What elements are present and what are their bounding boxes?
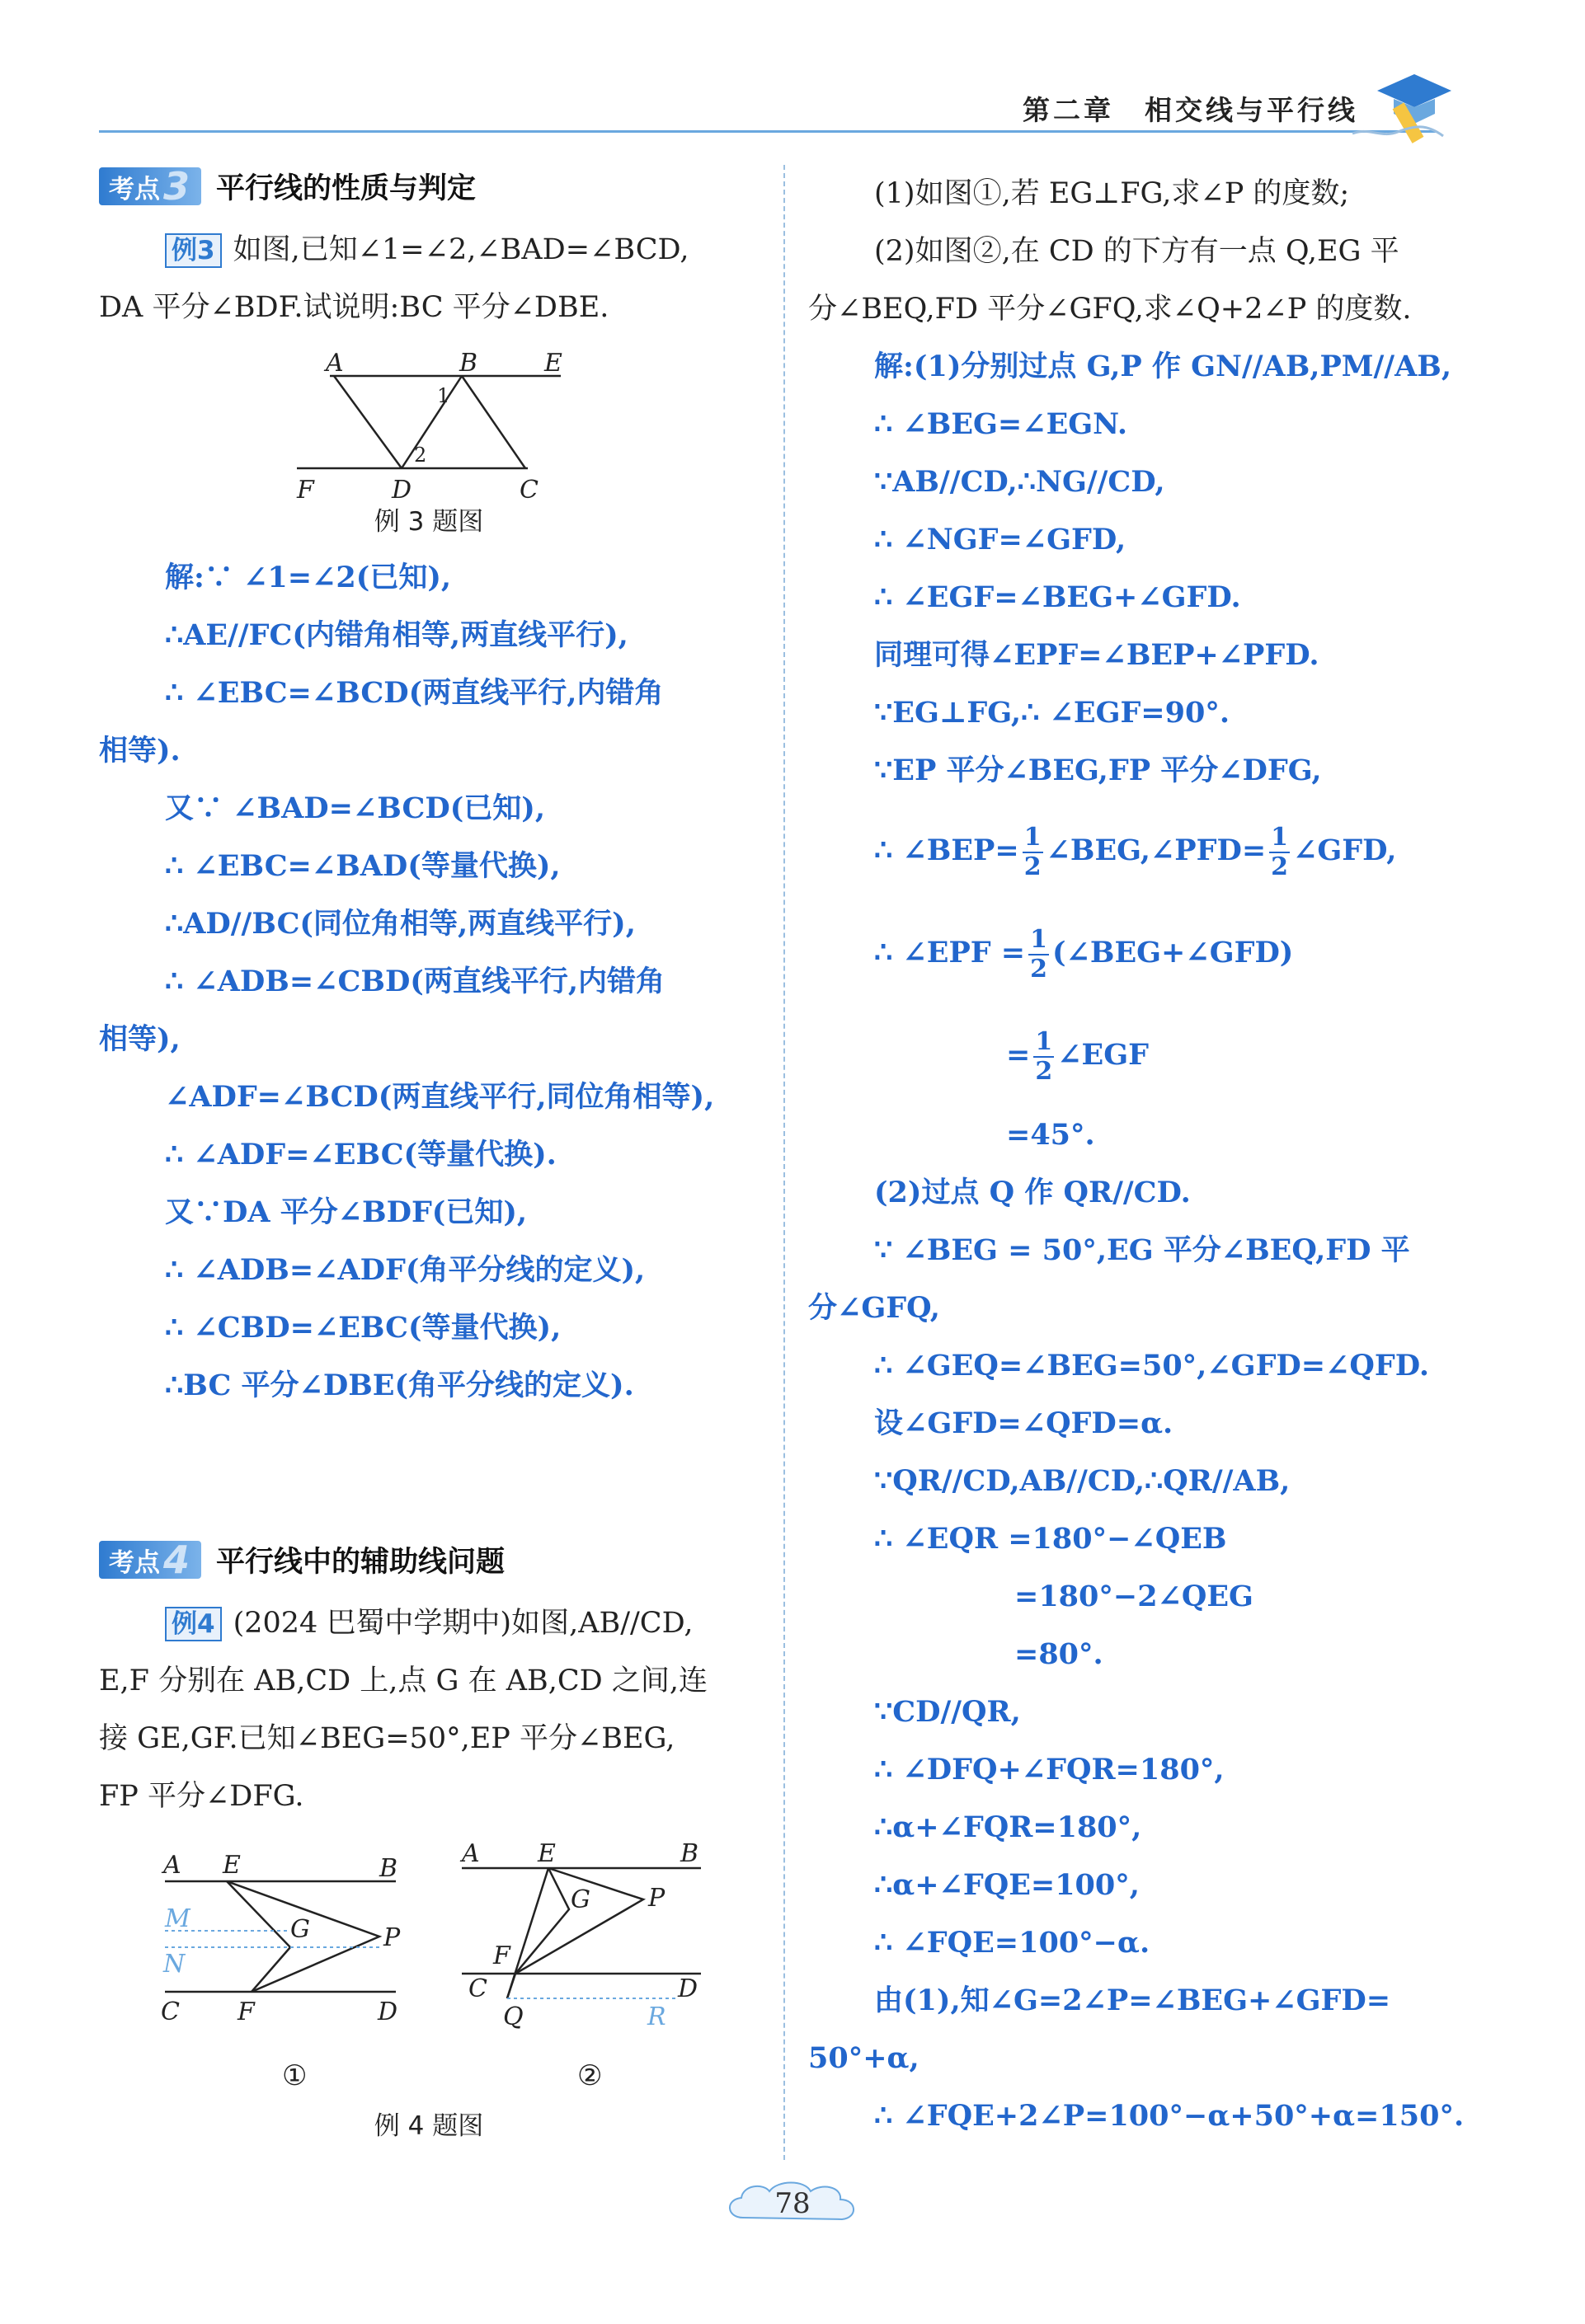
fig2-label-E: E bbox=[538, 1839, 556, 1868]
solution-line: ∵CD//QR, bbox=[874, 1695, 1021, 1729]
label-F: F bbox=[297, 476, 314, 501]
fig1-number: ① bbox=[282, 2059, 308, 2092]
solution-line: ∴ ∠FQE+2∠P=100°−α+50°+α=150°. bbox=[874, 2099, 1465, 2133]
example4-problem-cont: 接 GE,GF.已知∠BEG=50°,EP 平分∠BEG, bbox=[99, 1722, 675, 1755]
question-2-cont: 分∠BEQ,FD 平分∠GFQ,求∠Q+2∠P 的度数. bbox=[808, 293, 1412, 326]
solution-line: ∵ ∠BEG = 50°,EG 平分∠BEQ,FD 平 bbox=[874, 1233, 1410, 1267]
fig2-number: ② bbox=[577, 2059, 603, 2092]
label-E: E bbox=[544, 349, 562, 378]
solution-line: 50°+α, bbox=[808, 2041, 919, 2075]
fig2-label-R: R bbox=[647, 2002, 666, 2031]
solution-line: ∴AE//FC(内错角相等,两直线平行), bbox=[165, 618, 628, 652]
solution-line: 又∵DA 平分∠BDF(已知), bbox=[165, 1195, 528, 1229]
solution-line: 解:(1)分别过点 G,P 作 GN//AB,PM//AB, bbox=[874, 350, 1452, 383]
fraction-one-half: $\frac{1}{2}$ bbox=[1023, 822, 1042, 881]
solution-line: ∴ ∠FQE=100°−α. bbox=[874, 1926, 1150, 1960]
label-angle-2: 2 bbox=[414, 444, 427, 467]
fig1-label-C: C bbox=[161, 1998, 180, 2026]
solution-line: ∵QR//CD,AB//CD,∴QR//AB, bbox=[874, 1464, 1291, 1498]
solution-line: ∴BC 平分∠DBE(角平分线的定义). bbox=[165, 1369, 634, 1402]
fig1-label-P: P bbox=[383, 1923, 401, 1952]
example3-problem-cont: DA 平分∠BDF.试说明:BC 平分∠DBE. bbox=[99, 291, 609, 324]
example4-problem: 例4 (2024 巴蜀中学期中)如图,AB//CD, bbox=[99, 1594, 759, 1652]
solution-line: ∴ ∠BEG=∠EGN. bbox=[874, 407, 1128, 441]
example4-problem-cont: E,F 分别在 AB,CD 上,点 G 在 AB,CD 之间,连 bbox=[99, 1664, 708, 1697]
label-C: C bbox=[520, 476, 539, 501]
fig1-label-G: G bbox=[290, 1915, 310, 1944]
solution-line-45: =45°. bbox=[1006, 1118, 1095, 1152]
fraction-one-half: $\frac{1}{2}$ bbox=[1271, 822, 1289, 881]
fig2-label-P: P bbox=[648, 1884, 666, 1913]
fig1-label-N: N bbox=[163, 1950, 186, 1979]
kaodian-badge: 考点 4 bbox=[99, 1541, 201, 1579]
solution-line-epf: ∴ ∠EPF = $\frac{1}{2}$ (∠BEG+∠GFD) bbox=[874, 924, 1294, 984]
solution-line: ∴ ∠EQR =180°−∠QEB bbox=[874, 1522, 1227, 1556]
page-number-badge bbox=[718, 2176, 867, 2231]
fig1-label-F: F bbox=[238, 1998, 255, 2026]
fig2-label-Q: Q bbox=[503, 2002, 524, 2031]
example3-figure bbox=[99, 336, 759, 501]
example4-figure-caption: 例 4 题图 bbox=[374, 2111, 484, 2141]
question-2: (2)如图②,在 CD 的下方有一点 Q,EG 平 bbox=[874, 235, 1399, 268]
solution-line: 解:∵ ∠1=∠2(已知), bbox=[165, 561, 452, 594]
page-number: 78 bbox=[774, 2187, 811, 2220]
solution-line: ∴α+∠FQR=180°, bbox=[874, 1810, 1142, 1844]
section-header-kaodian3 bbox=[99, 165, 759, 208]
solution-line: ∴ ∠CBD=∠EBC(等量代换), bbox=[165, 1311, 562, 1345]
line-BC bbox=[462, 376, 525, 468]
fig2-label-C: C bbox=[468, 1974, 487, 2003]
fig1-label-E: E bbox=[223, 1851, 241, 1880]
solution-line: ∴ ∠EBC=∠BAD(等量代换), bbox=[165, 849, 561, 883]
section-header-kaodian4 bbox=[99, 1538, 759, 1581]
solution-line: =80°. bbox=[1014, 1637, 1103, 1671]
solution-line: 设∠GFD=∠QFD=α. bbox=[874, 1406, 1173, 1440]
section-title: 平行线的性质与判定 bbox=[216, 172, 477, 205]
fig1-label-M: M bbox=[165, 1904, 190, 1933]
example4-figures bbox=[99, 1833, 759, 2106]
kaodian-badge: 考点 3 bbox=[99, 167, 201, 205]
solution-line: ∴ ∠EGF=∠BEG+∠GFD. bbox=[874, 580, 1241, 614]
line-BD bbox=[402, 376, 462, 468]
solution-line: ∴ ∠EBC=∠BCD(两直线平行,内错角 bbox=[165, 676, 664, 710]
right-column bbox=[808, 165, 1468, 2145]
pencil-graduation-cap-icon bbox=[1352, 58, 1460, 148]
solution-line-egf: = $\frac{1}{2}$ ∠EGF bbox=[1006, 1026, 1149, 1086]
fig1-label-D: D bbox=[378, 1998, 398, 2026]
example4-problem-cont: FP 平分∠DFG. bbox=[99, 1780, 304, 1813]
solution-line: ∵EG⊥FG,∴ ∠EGF=90°. bbox=[874, 696, 1230, 730]
label-angle-1: 1 bbox=[437, 384, 450, 407]
label-B: B bbox=[459, 349, 478, 378]
example-label: 例3 bbox=[165, 233, 222, 268]
fig2-label-B: B bbox=[680, 1839, 699, 1868]
solution-line: ∴ ∠ADF=∠EBC(等量代换). bbox=[165, 1138, 557, 1171]
fig2-label-G: G bbox=[571, 1885, 590, 1914]
chapter-title: 第二章 相交线与平行线 bbox=[1023, 94, 1358, 126]
solution-line: ∴ ∠ADB=∠ADF(角平分线的定义), bbox=[165, 1253, 646, 1287]
example-label: 例4 bbox=[165, 1607, 222, 1641]
label-A: A bbox=[326, 349, 344, 378]
solution-line: 又∵ ∠BAD=∠BCD(已知), bbox=[165, 791, 545, 825]
solution-line: ∴ ∠GEQ=∠BEG=50°,∠GFD=∠QFD. bbox=[874, 1349, 1430, 1383]
fig2-label-A: A bbox=[462, 1839, 480, 1868]
solution-line: (2)过点 Q 作 QR//CD. bbox=[874, 1176, 1191, 1209]
solution-line: ∴ ∠DFQ+∠FQR=180°, bbox=[874, 1753, 1225, 1786]
solution-line-fractions: ∴ ∠BEP= $\frac{1}{2}$ ∠BEG,∠PFD= $\frac{1}{2}$ ∠GFD, bbox=[874, 822, 1397, 881]
solution-line: ∴AD//BC(同位角相等,两直线平行), bbox=[165, 907, 636, 941]
fig1-label-A: A bbox=[163, 1851, 181, 1880]
header-rule bbox=[99, 130, 1437, 133]
left-column bbox=[99, 165, 759, 2147]
solution-line: 相等). bbox=[99, 734, 181, 768]
solution-line: ∠ADF=∠BCD(两直线平行,同位角相等), bbox=[165, 1080, 715, 1114]
fig2-label-F: F bbox=[493, 1941, 510, 1970]
section-title: 平行线中的辅助线问题 bbox=[216, 1546, 506, 1579]
solution-line: 分∠GFQ, bbox=[808, 1291, 940, 1325]
example3-solution bbox=[99, 549, 759, 1415]
fig1-label-B: B bbox=[379, 1854, 398, 1883]
fraction-one-half: $\frac{1}{2}$ bbox=[1030, 924, 1048, 984]
solution-line: ∴α+∠FQE=100°, bbox=[874, 1868, 1140, 1902]
solution-line: ∴ ∠NGF=∠GFD, bbox=[874, 523, 1126, 556]
solution-line: 由(1),知∠G=2∠P=∠BEG+∠GFD= bbox=[874, 1984, 1391, 2017]
solution-line: ∴ ∠ADB=∠CBD(两直线平行,内错角 bbox=[165, 965, 666, 998]
example3-problem: 例3 如图,已知∠1=∠2,∠BAD=∠BCD, bbox=[99, 221, 759, 279]
solution-line: ∵EP 平分∠BEG,FP 平分∠DFG, bbox=[874, 754, 1322, 787]
question-1: (1)如图①,若 EG⊥FG,求∠P 的度数; bbox=[874, 177, 1350, 210]
fraction-one-half: $\frac{1}{2}$ bbox=[1035, 1026, 1053, 1086]
solution-line: =180°−2∠QEG bbox=[1014, 1580, 1253, 1613]
solution-line: 同理可得∠EPF=∠BEP+∠PFD. bbox=[874, 638, 1319, 672]
column-divider bbox=[783, 165, 785, 2160]
solution-line: ∵AB//CD,∴NG//CD, bbox=[874, 465, 1165, 499]
label-D: D bbox=[392, 476, 412, 501]
line-AD bbox=[334, 376, 402, 468]
fig2-label-D: D bbox=[678, 1974, 698, 2003]
example3-figure-caption: 例 3 题图 bbox=[374, 507, 484, 537]
solution-line: 相等), bbox=[99, 1022, 181, 1056]
